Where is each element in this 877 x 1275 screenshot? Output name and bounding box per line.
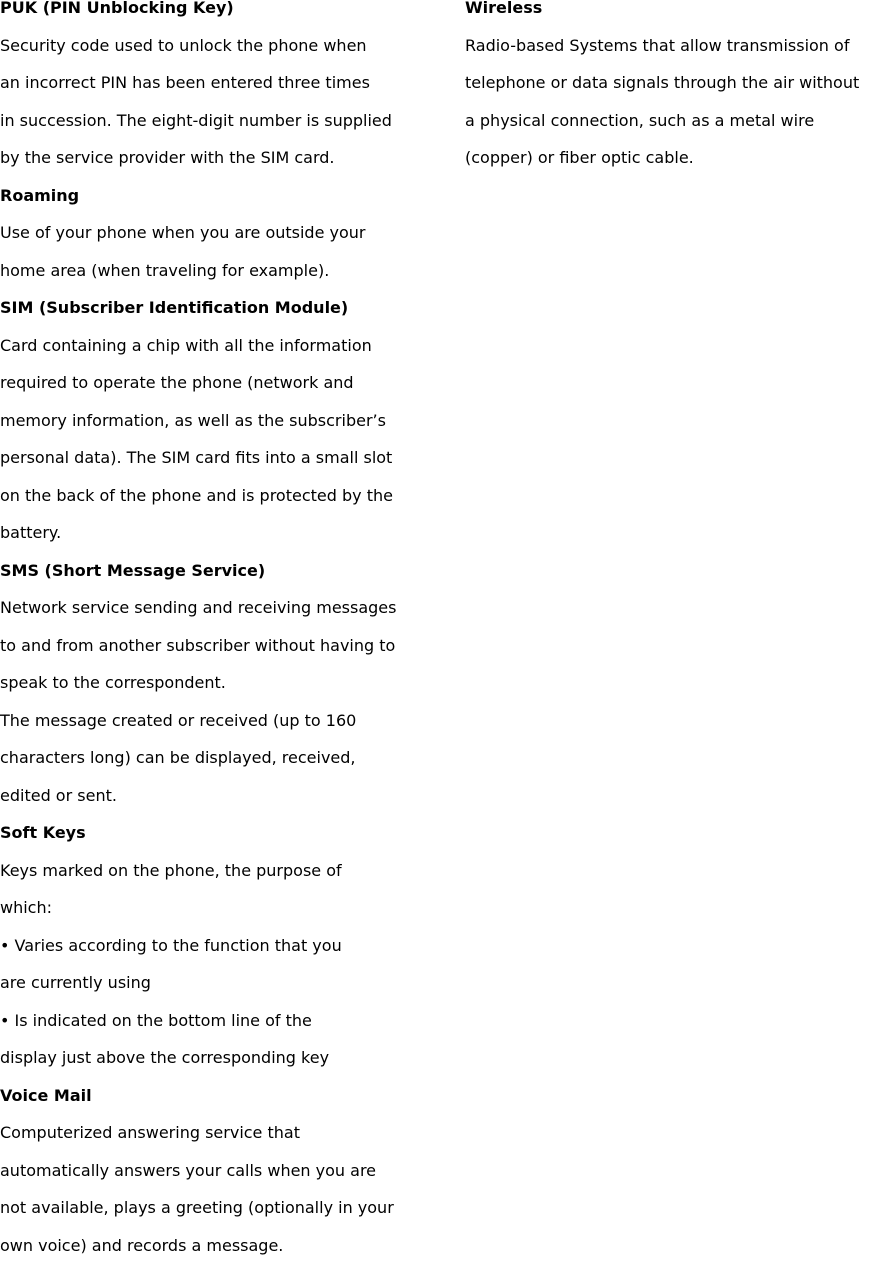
definition-line: display just above the corresponding key	[0, 1050, 440, 1088]
term-soft-keys: Soft Keys	[0, 825, 440, 863]
definition-line: personal data). The SIM card fits into a small slot	[0, 450, 440, 488]
definition-line: Card containing a chip with all the information	[0, 338, 440, 376]
definition-line: Radio-based Systems that allow transmission of	[465, 38, 877, 76]
term-voice-mail: Voice Mail	[0, 1088, 440, 1126]
bullet-line: • Is indicated on the bottom line of the	[0, 1013, 440, 1051]
definition-line: by the service provider with the SIM card.	[0, 150, 440, 188]
definition-line: Computerized answering service that	[0, 1125, 440, 1163]
definition-line: The message created or received (up to 160	[0, 713, 440, 751]
definition-line: speak to the correspondent.	[0, 675, 440, 713]
term-sim: SIM (Subscriber Identification Module)	[0, 300, 440, 338]
definition-line: a physical connection, such as a metal wire	[465, 113, 877, 151]
definition-line: which:	[0, 900, 440, 938]
definition-line: (copper) or fiber optic cable.	[465, 150, 877, 188]
definition-line: in succession. The eight-digit number is supplied	[0, 113, 440, 151]
definition-line: automatically answers your calls when you are	[0, 1163, 440, 1201]
definition-line: required to operate the phone (network and	[0, 375, 440, 413]
definition-line: Use of your phone when you are outside your	[0, 225, 440, 263]
definition-line: battery.	[0, 525, 440, 563]
definition-line: own voice) and records a message.	[0, 1238, 440, 1275]
definition-line: not available, plays a greeting (optionally in your	[0, 1200, 440, 1238]
definition-line: Keys marked on the phone, the purpose of	[0, 863, 440, 901]
definition-line: Security code used to unlock the phone when	[0, 38, 440, 76]
term-roaming: Roaming	[0, 188, 440, 226]
definition-line: to and from another subscriber without having to	[0, 638, 440, 676]
definition-line: on the back of the phone and is protected by the	[0, 488, 440, 526]
glossary-right-column	[465, 0, 877, 188]
definition-line: memory information, as well as the subscriber’s	[0, 413, 440, 451]
term-sms: SMS (Short Message Service)	[0, 563, 440, 601]
definition-line: characters long) can be displayed, received,	[0, 750, 440, 788]
definition-line: telephone or data signals through the air without	[465, 75, 877, 113]
bullet-line: • Varies according to the function that you	[0, 938, 440, 976]
definition-line: an incorrect PIN has been entered three times	[0, 75, 440, 113]
definition-line: edited or sent.	[0, 788, 440, 826]
term-puk: PUK (PIN Unblocking Key)	[0, 0, 440, 38]
definition-line: Network service sending and receiving messages	[0, 600, 440, 638]
term-wireless: Wireless	[465, 0, 877, 38]
definition-line: are currently using	[0, 975, 440, 1013]
definition-line: home area (when traveling for example).	[0, 263, 440, 301]
